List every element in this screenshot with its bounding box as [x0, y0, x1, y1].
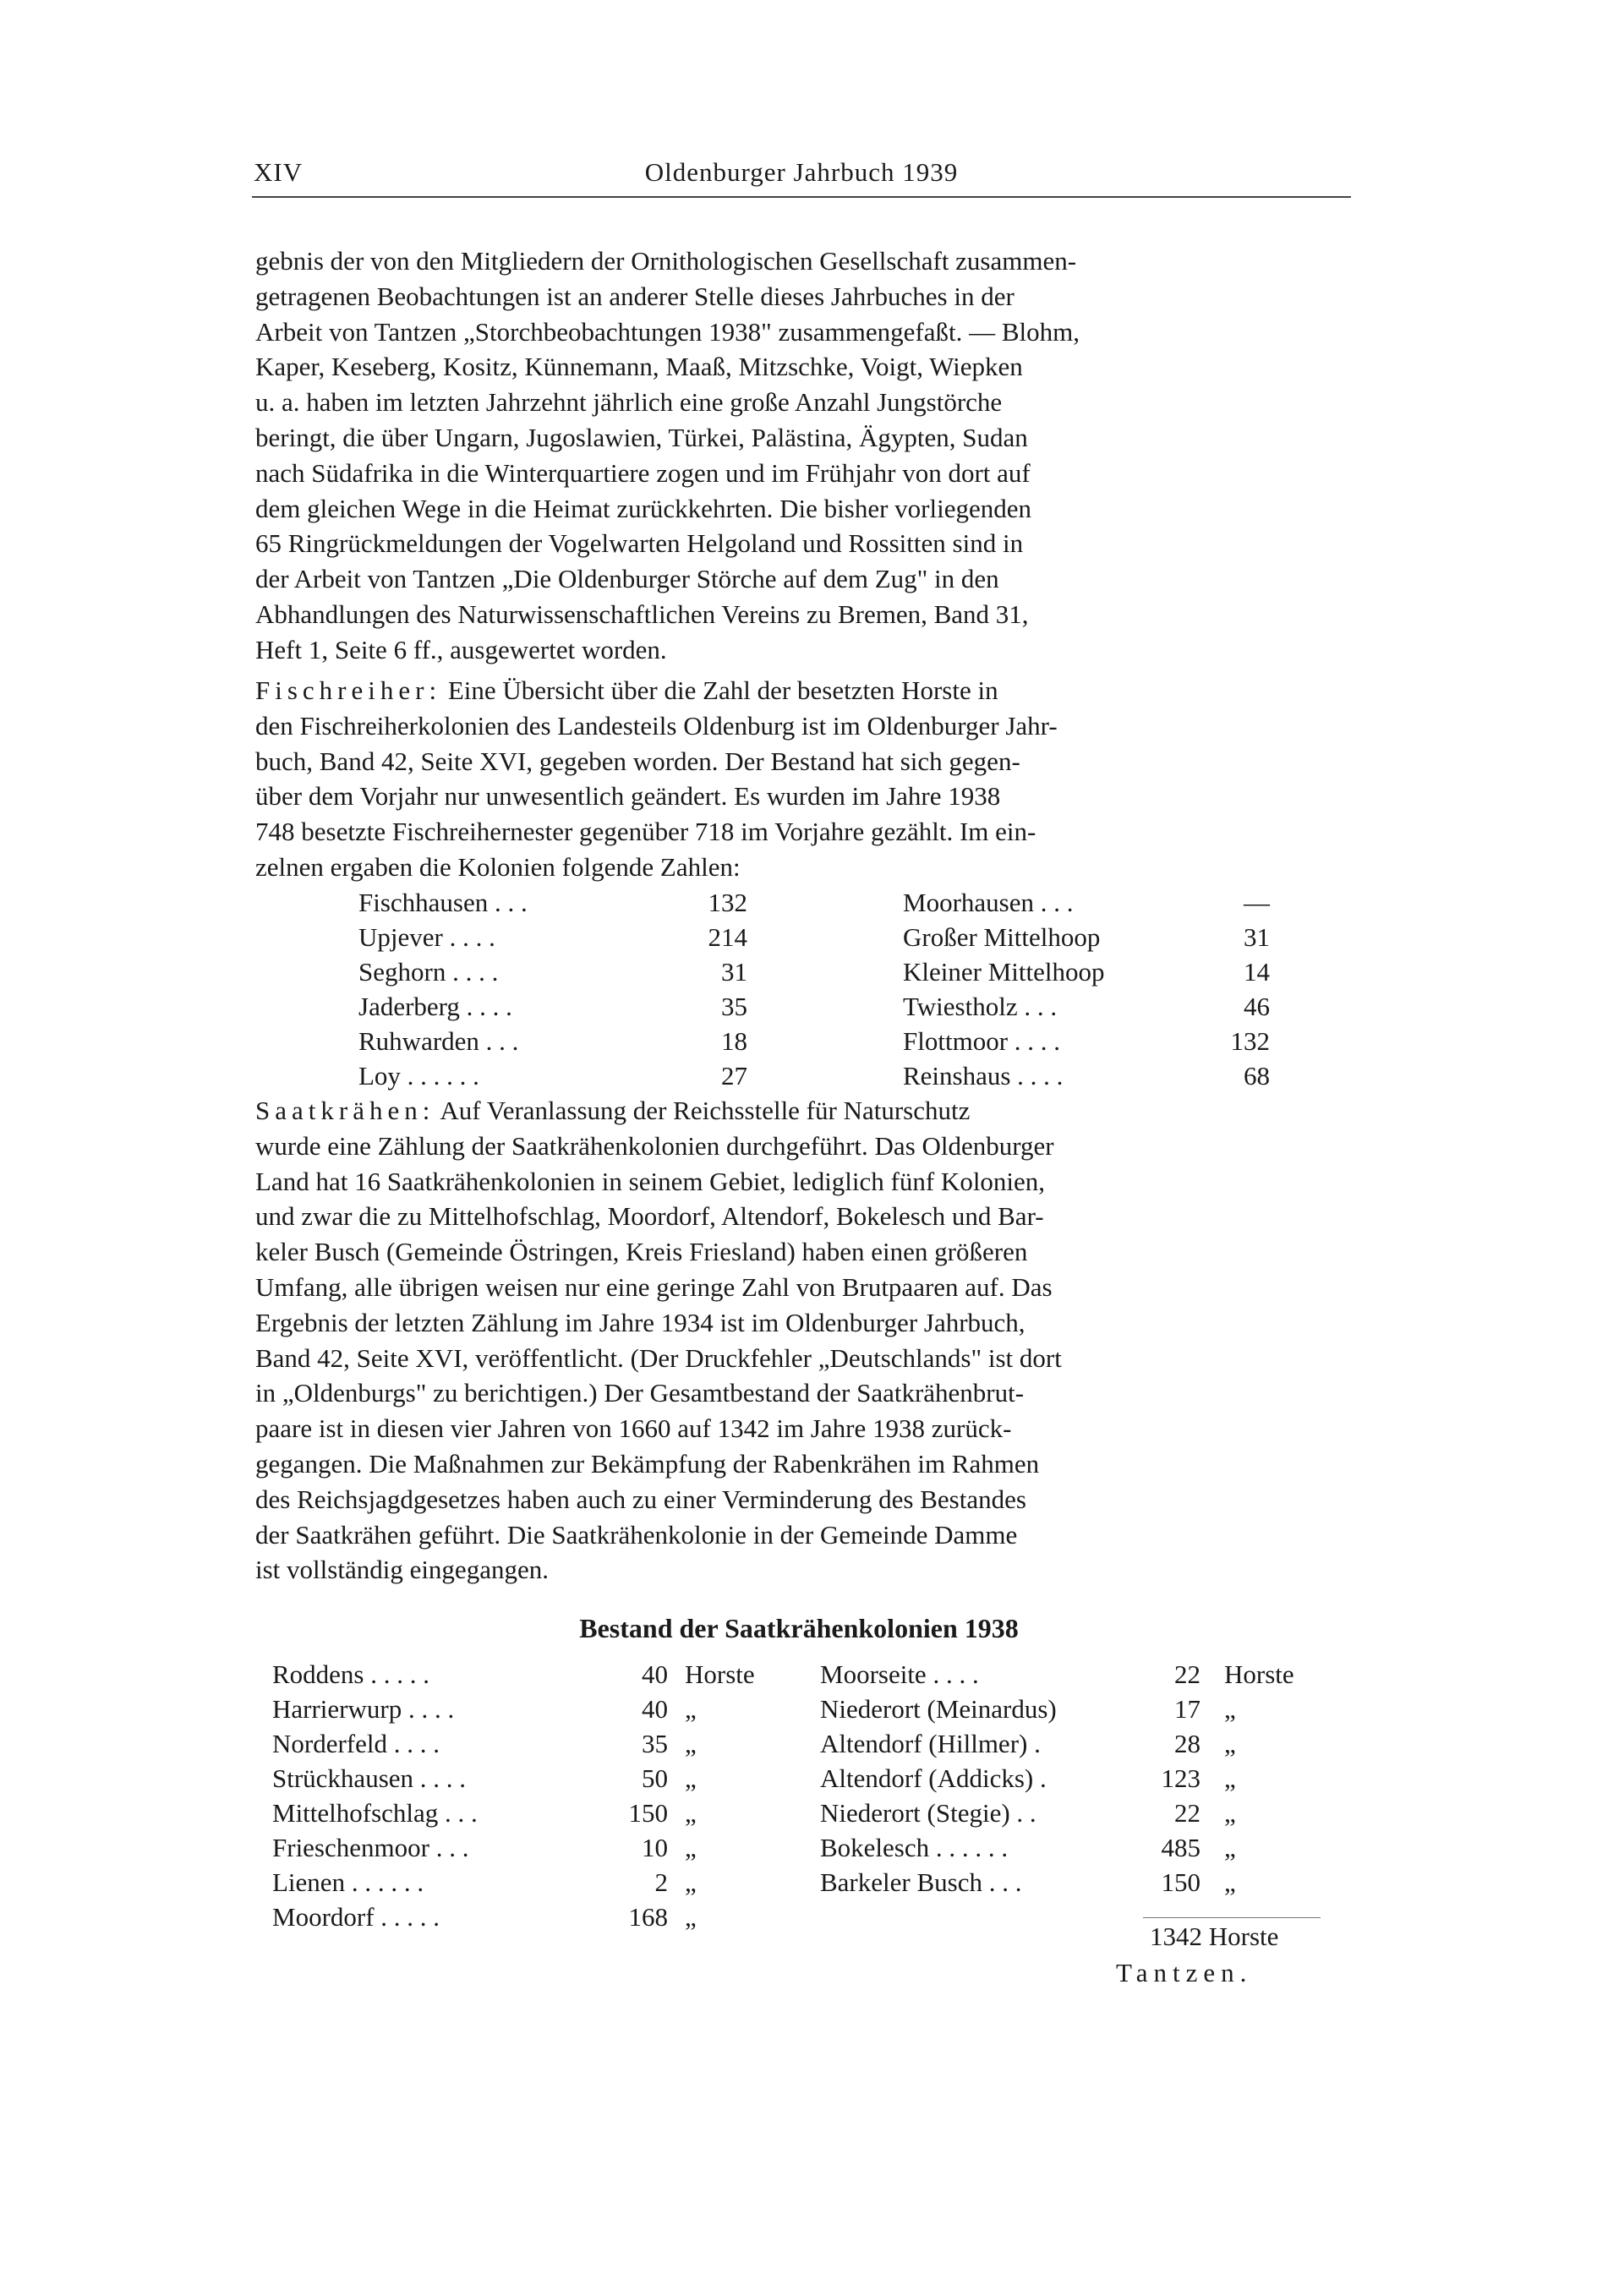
nest-count: 31 [1244, 922, 1270, 952]
text-line: in „Oldenburgs" zu berichtigen.) Der Gesamtbestand der Saatkrähenbrut- [255, 1378, 1025, 1408]
paragraph-fischreiher [255, 673, 1343, 885]
nest-count: 150 [628, 1798, 668, 1828]
colony-name: Reinshaus . . . . [903, 1061, 1064, 1091]
text-line: 748 besetzte Fischreihernester gegenüber 718 im Vorjahre gezählt. Im ein- [255, 817, 1036, 847]
unit-label: Horste [1224, 1659, 1294, 1689]
text-line: Ergebnis der letzten Zählung im Jahre 1934 ist im Oldenburger Jahrbuch, [255, 1307, 1025, 1337]
nest-count: 28 [1174, 1729, 1200, 1758]
header-rule [252, 196, 1351, 198]
nest-count: 50 [642, 1763, 668, 1793]
nest-count: 485 [1161, 1833, 1200, 1862]
text-line: Land hat 16 Saatkrähenkolonien in seinem Gebiet, lediglich fünf Kolonien, [255, 1166, 1046, 1196]
colony-name: Lienen . . . . . . [272, 1867, 424, 1897]
text-line: keler Busch (Gemeinde Östringen, Kreis Friesland) haben einen größeren [255, 1237, 1028, 1267]
unit-label: Horste [685, 1659, 755, 1689]
paragraph-storch [255, 243, 1343, 668]
table-row [820, 1796, 1327, 1830]
nest-count: 132 [1230, 1026, 1270, 1056]
paragraph-first-line [255, 673, 1343, 708]
nest-count: 168 [628, 1902, 668, 1932]
table-row [272, 1726, 788, 1761]
table-row [358, 989, 764, 1024]
text-line: wurde eine Zählung der Saatkrähenkolonien durchgeführt. Das Oldenburger [255, 1130, 1054, 1161]
text-line: u. a. haben im letzten Jahrzehnt jährlich eine große Anzahl Jungstörche [255, 387, 1003, 418]
text-line: gegangen. Die Maßnahmen zur Bekämpfung der Rabenkrähen im Rahmen [255, 1448, 1040, 1479]
colony-name: Kleiner Mittelhoop [903, 957, 1105, 987]
table-row [358, 920, 764, 954]
unit-label: „ [685, 1902, 697, 1932]
table-row [820, 1865, 1327, 1900]
table-title: Bestand der Saatkrähenkolonien 1938 [579, 1613, 1019, 1643]
table-row [272, 1796, 788, 1830]
colony-name: Barkeler Busch . . . [820, 1867, 1022, 1897]
section-lead-fischreiher: Fischreiher: [255, 675, 442, 705]
text-line: Umfang, alle übrigen weisen nur eine geringe Zahl von Brutpaaren auf. Das [255, 1271, 1053, 1302]
text-line: der Arbeit von Tantzen „Die Oldenburger Störche auf dem Zug" in den [255, 564, 999, 594]
colony-name: Moordorf . . . . . [272, 1902, 440, 1932]
text-line: ist vollständig eingegangen. [255, 1555, 549, 1585]
colony-name: Strückhausen . . . . [272, 1763, 467, 1793]
colony-name: Altendorf (Addicks) . [820, 1763, 1047, 1793]
text-line: buch, Band 42, Seite XVI, gegeben worden. Der Bestand hat sich gegen- [255, 746, 1020, 776]
text-line: über dem Vorjahr nur unwesentlich geändert. Es wurden im Jahre 1938 [255, 781, 1001, 812]
saatkraehen-table-right [820, 1657, 1327, 1900]
text-line: zelnen ergaben die Kolonien folgende Zahlen: [255, 851, 741, 882]
text-line: 65 Ringrückmeldungen der Vogelwarten Helgoland und Rossitten sind in [255, 528, 1024, 559]
colony-name: Upjever . . . . [358, 922, 495, 952]
nest-count: 18 [721, 1026, 747, 1056]
unit-label: „ [1224, 1694, 1236, 1724]
table-row [358, 1058, 764, 1093]
colony-name: Bokelesch . . . . . . [820, 1833, 1009, 1862]
total-rule [1143, 1917, 1321, 1918]
text-line: Kaper, Keseberg, Kositz, Künnemann, Maaß, Mitzschke, Voigt, Wiepken [255, 352, 1023, 382]
colony-name: Flottmoor . . . . [903, 1026, 1061, 1056]
colony-name: Großer Mittelhoop [903, 922, 1101, 952]
text-line: Arbeit von Tantzen „Storchbeobachtungen 1938" zusammengefaßt. — Blohm, [255, 316, 1080, 347]
text-line: Heft 1, Seite 6 ff., ausgewertet worden. [255, 634, 667, 664]
unit-label: „ [685, 1729, 697, 1758]
table-row [272, 1692, 788, 1726]
text-line: Band 42, Seite XVI, veröffentlicht. (Der Druckfehler „Deutschlands" ist dort [255, 1342, 1062, 1373]
text-line: paare ist in diesen vier Jahren von 1660 auf 1342 im Jahre 1938 zurück- [255, 1413, 1012, 1444]
unit-label: „ [685, 1763, 697, 1793]
table-row [903, 885, 1270, 920]
colony-name: Frieschenmoor . . . [272, 1833, 469, 1862]
table-row [272, 1865, 788, 1900]
text-line: dem gleichen Wege in die Heimat zurückkehrten. Die bisher vorliegenden [255, 493, 1031, 523]
text-line: des Reichsjagdgesetzes haben auch zu einer Verminderung des Bestandes [255, 1484, 1026, 1514]
nest-count: 31 [721, 957, 747, 987]
unit-label: „ [1224, 1763, 1236, 1793]
text-line: Abhandlungen des Naturwissenschaftlichen Vereins zu Bremen, Band 31, [255, 599, 1029, 629]
nest-count: 68 [1244, 1061, 1270, 1091]
table-row [820, 1726, 1327, 1761]
table-row [903, 954, 1270, 989]
colony-name: Ruhwarden . . . [358, 1026, 519, 1056]
unit-label: „ [685, 1694, 697, 1724]
page-number: XIV [254, 157, 304, 187]
colony-name: Roddens . . . . . [272, 1659, 429, 1689]
nest-count: 40 [642, 1694, 668, 1724]
paragraph-saatkraehen [255, 1093, 1343, 1588]
page-header [254, 150, 1349, 194]
unit-label: „ [1224, 1833, 1236, 1862]
text-line: nach Südafrika in die Winterquartiere zogen und im Frühjahr von dort auf [255, 457, 1031, 488]
nest-count: 40 [642, 1659, 668, 1689]
text-line: und zwar die zu Mittelhofschlag, Moordorf, Altendorf, Bokelesch und Bar- [255, 1201, 1044, 1232]
table-total: 1342 Horste [1150, 1922, 1279, 1951]
table-row [358, 1024, 764, 1058]
colony-name: Jaderberg . . . . [358, 992, 512, 1021]
colony-name: Moorseite . . . . [820, 1659, 979, 1689]
saatkraehen-table-left [272, 1657, 788, 1934]
table-row [820, 1761, 1327, 1796]
nest-count: 10 [642, 1833, 668, 1862]
nest-count: 14 [1244, 957, 1270, 987]
table-row [820, 1657, 1327, 1692]
colony-name: Fischhausen . . . [358, 888, 528, 917]
text-line: getragenen Beobachtungen ist an anderer Stelle dieses Jahrbuches in der [255, 281, 1015, 311]
nest-count: 27 [721, 1061, 747, 1091]
text-line: den Fischreiherkolonien des Landesteils Oldenburg ist im Oldenburger Jahr- [255, 710, 1058, 741]
unit-label: „ [685, 1798, 697, 1828]
nest-count: — [1244, 888, 1270, 917]
colony-name: Niederort (Stegie) . . [820, 1798, 1036, 1828]
colony-name: Seghorn . . . . [358, 957, 499, 987]
fischreiher-table-right [903, 885, 1270, 1093]
author-signature: Tantzen. [1116, 1958, 1253, 1987]
colony-name: Mittelhofschlag . . . [272, 1798, 478, 1828]
unit-label: „ [685, 1833, 697, 1862]
table-row [903, 989, 1270, 1024]
nest-count: 123 [1161, 1763, 1200, 1793]
colony-name: Harrierwurp . . . . [272, 1694, 455, 1724]
nest-count: 150 [1161, 1867, 1200, 1897]
table-row [272, 1830, 788, 1865]
table-row [820, 1830, 1327, 1865]
colony-name: Loy . . . . . . [358, 1061, 479, 1091]
nest-count: 2 [654, 1867, 668, 1897]
table-row [903, 1024, 1270, 1058]
table-row [903, 920, 1270, 954]
table-row [272, 1657, 788, 1692]
colony-name: Norderfeld . . . . [272, 1729, 440, 1758]
table-row [820, 1692, 1327, 1726]
colony-name: Altendorf (Hillmer) . [820, 1729, 1041, 1758]
text-line: Auf Veranlassung der Reichsstelle für Naturschutz [435, 1096, 971, 1125]
nest-count: 214 [708, 922, 747, 952]
nest-count: 22 [1174, 1798, 1200, 1828]
colony-name: Moorhausen . . . [903, 888, 1074, 917]
text-line: gebnis der von den Mitgliedern der Ornithologischen Gesellschaft zusammen- [255, 246, 1077, 276]
unit-label: „ [685, 1867, 697, 1897]
text-line: Eine Übersicht über die Zahl der besetzten Horste in [441, 675, 998, 705]
table-row [358, 885, 764, 920]
table-row [272, 1900, 788, 1934]
nest-count: 17 [1174, 1694, 1200, 1724]
table-row [903, 1058, 1270, 1093]
text-line: der Saatkrähen geführt. Die Saatkrähenkolonie in der Gemeinde Damme [255, 1519, 1018, 1550]
unit-label: „ [1224, 1867, 1236, 1897]
paragraph-first-line [255, 1093, 1343, 1129]
nest-count: 46 [1244, 992, 1270, 1021]
colony-name: Twiestholz . . . [903, 992, 1058, 1021]
nest-count: 35 [721, 992, 747, 1021]
text-line: beringt, die über Ungarn, Jugoslawien, Türkei, Palästina, Ägypten, Sudan [255, 422, 1028, 452]
unit-label: „ [1224, 1798, 1236, 1828]
nest-count: 35 [642, 1729, 668, 1758]
section-lead-saatkraehen: Saatkrähen: [255, 1096, 435, 1125]
nest-count: 22 [1174, 1659, 1200, 1689]
fischreiher-table-left [358, 885, 764, 1093]
unit-label: „ [1224, 1729, 1236, 1758]
nest-count: 132 [708, 888, 747, 917]
running-title: Oldenburger Jahrbuch 1939 [644, 157, 959, 187]
table-row [358, 954, 764, 989]
table-row [272, 1761, 788, 1796]
colony-name: Niederort (Meinardus) [820, 1694, 1057, 1724]
